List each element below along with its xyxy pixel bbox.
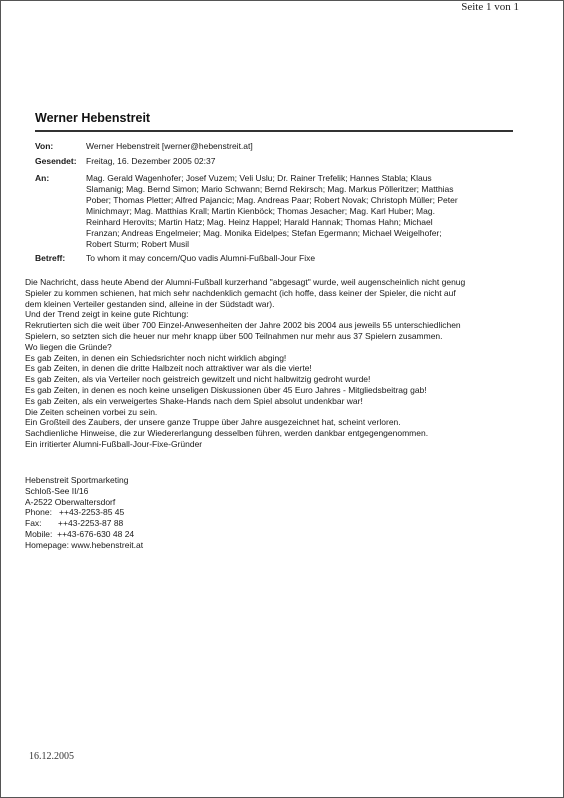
signature-line: A-2522 Oberwaltersdorf <box>25 496 116 507</box>
body-line: Die Nachricht, dass heute Abend der Alumni-Fußball kurzerhand "abgesagt" wurde, weil augenscheinlich nicht genug <box>25 277 466 287</box>
von-value: Werner Hebenstreit [werner@hebenstreit.at] <box>86 141 253 151</box>
body-line: Rekrutierten sich die weit über 700 Einzel-Anwesenheiten der Jahre 2002 bis 2004 aus jeweils 55 unterschiedlichen <box>25 320 461 331</box>
body-line: Es gab Zeiten, als ein verweigertes Shake-Hands nach dem Spiel absolut undenkbar war! <box>25 395 363 406</box>
body-line: Spielern, so setzten sich die heuer nur mehr knapp über 500 Teilnahmen nur mehr aus 37 Spielern zusammen. <box>25 330 443 341</box>
betreff-label: Betreff: <box>35 253 66 263</box>
body-line: Es gab Zeiten, in denen es noch keine unseligen Diskussionen über 45 Euro Jahres - Mitgliedsbeitrag gab! <box>25 384 427 395</box>
body-line: Es gab Zeiten, in denen die dritte Halbzeit noch attraktiver war als die vierte! <box>25 363 312 374</box>
body-line: Spieler zu kommen schienen, hat mich sehr nachdenklich gemacht (ich hoffe, dass keiner der Spieler, die nicht auf <box>25 287 456 298</box>
message-body <box>25 277 535 450</box>
page-number: Seite 1 von 1 <box>461 1 519 13</box>
recipient-line: Reinhard Herovits; Martin Hatz; Mag. Heinz Happel; Harald Hannak; Thomas Hahn; Michael <box>86 217 433 227</box>
body-line: Es gab Zeiten, in denen ein Schiedsrichter noch nicht wirklich abging! <box>25 352 287 363</box>
body-line: Es gab Zeiten, als via Verteiler noch geistreich gewitzelt und nicht halbwitzig gedroht wurde! <box>25 374 371 385</box>
recipient-line: Franzan; Andreas Engelmeier; Mag. Monika Eidelpes; Stefan Egermann; Michael Weigelhofer; <box>86 228 442 238</box>
signature-block <box>25 475 143 551</box>
body-line: Sachdienliche Hinweise, die zur Wiedererlangung desselben führen, werden dankbar entgegengenommen. <box>25 428 429 439</box>
body-line: Ein irritierter Alumni-Fußball-Jour-Fixe-Gründer <box>25 438 203 449</box>
gesendet-label: Gesendet: <box>35 156 77 166</box>
body-line: Und der Trend zeigt in keine gute Richtung: <box>25 309 189 320</box>
signature-line: Fax: ++43-2253-87 88 <box>25 518 124 529</box>
betreff-value: To whom it may concern/Quo vadis Alumni-Fußball-Jour Fixe <box>86 253 316 263</box>
recipient-line: Robert Sturm; Robert Musil <box>86 239 189 249</box>
recipient-line: Minichmayr; Mag. Matthias Krall; Martin Kienböck; Thomas Jesacher; Mag. Karl Huber; Mag. <box>86 206 435 216</box>
an-recipients <box>86 173 516 250</box>
signature-line: Schloß-See II/16 <box>25 485 89 496</box>
signature-line: Mobile: ++43-676-630 48 24 <box>25 528 135 539</box>
body-line: Ein Großteil des Zaubers, der unsere ganze Truppe über Jahre ausgezeichnet hat, scheint verloren. <box>25 417 401 428</box>
footer-date: 16.12.2005 <box>29 751 74 762</box>
signature-line: Homepage: www.hebenstreit.at <box>25 539 144 550</box>
gesendet-value: Freitag, 16. Dezember 2005 02:37 <box>86 156 216 166</box>
von-label: Von: <box>35 141 54 151</box>
signature-line: Hebenstreit Sportmarketing <box>25 475 129 485</box>
sender-name: Werner Hebenstreit <box>35 111 151 125</box>
recipient-line: Slamanig; Mag. Bernd Simon; Mario Schwann; Bernd Rekirsch; Mag. Markus Pölleritzer; Matthias <box>86 184 454 194</box>
body-line: Die Zeiten scheinen vorbei zu sein. <box>25 406 158 417</box>
header-divider <box>35 130 513 132</box>
an-label: An: <box>35 173 50 183</box>
body-line: Wo liegen die Gründe? <box>25 341 112 352</box>
body-line: dem kleinen Verteiler gestanden sind, alleine in der Südstadt war). <box>25 298 275 309</box>
recipient-line: Mag. Gerald Wagenhofer; Josef Vuzem; Veli Uslu; Dr. Rainer Trefelik; Hannes Stabla; Klaus <box>86 173 432 183</box>
signature-line: Phone: ++43-2253-85 45 <box>25 507 125 518</box>
recipient-line: Pober; Thomas Pletter; Alfred Pajancic; Mag. Andreas Paar; Robert Novak; Christoph Müller; Peter <box>86 195 458 205</box>
